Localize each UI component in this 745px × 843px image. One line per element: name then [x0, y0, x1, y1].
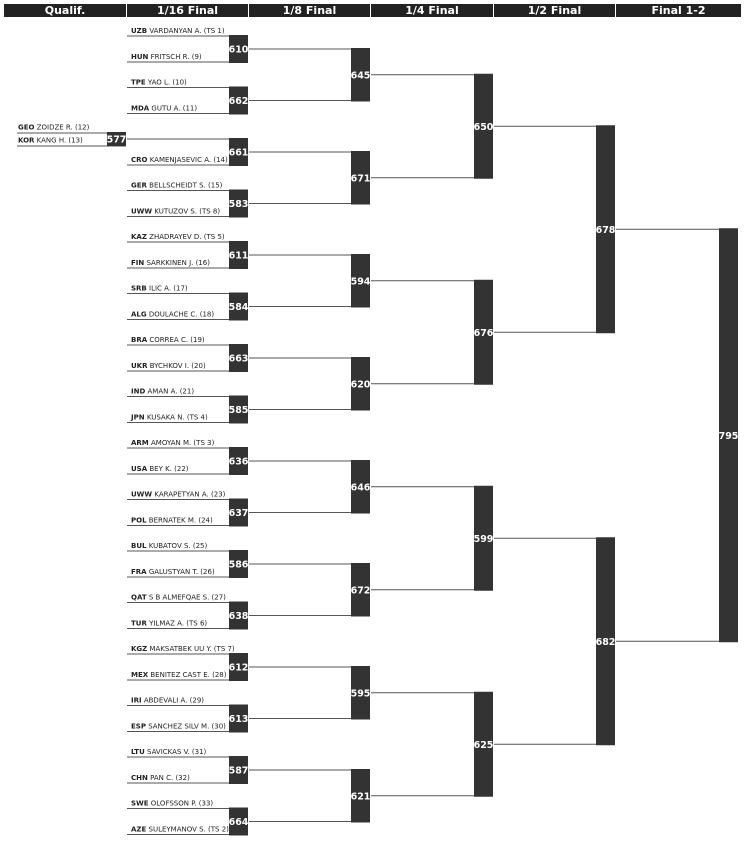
athlete-name: BERNATEK M. (24) [146, 516, 213, 525]
athlete-name: KUBATOV S. (25) [146, 542, 208, 550]
athlete-entry [131, 336, 205, 344]
match-1-8-5-number: 646 [350, 482, 371, 494]
athlete-entry [131, 285, 188, 293]
athlete-country-code: UKR [131, 362, 148, 370]
match-1-16-14-number: 613 [228, 714, 249, 725]
athlete-name: AMAN A. (21) [145, 387, 195, 396]
qualif-athlete [18, 137, 83, 145]
athlete-name: VARDANYAN A. (TS 1) [147, 27, 225, 35]
round-header-final: Final 1-2 [616, 4, 741, 17]
athlete-country-code: JPN [131, 413, 145, 422]
athlete-entry [131, 697, 204, 705]
match-1-4-3-number: 599 [473, 533, 494, 545]
athlete-entry [131, 568, 215, 576]
athlete-entry [131, 620, 207, 628]
athlete-country-code: IND [131, 387, 146, 396]
athlete-name: KARAPETYAN A. (23) [152, 490, 226, 499]
athlete-name: SAVICKAS V. (31) [144, 748, 207, 756]
athlete-country-code: ALG [131, 310, 147, 319]
athlete-country-code: LTU [131, 748, 145, 756]
match-1-8-8-number: 621 [350, 791, 371, 803]
match-1-16-1-number: 610 [228, 44, 249, 56]
athlete-name: ILIC A. (17) [146, 284, 188, 293]
match-1-2-2-number: 682 [595, 636, 616, 648]
athlete-country-code: KOR [18, 136, 35, 145]
athlete-country-code: CHN [131, 774, 148, 782]
athlete-entry [131, 311, 214, 319]
match-qualif-number: 577 [106, 134, 127, 146]
athlete-country-code: CRO [131, 156, 148, 164]
round-header-1-2: 1/2 Final [494, 4, 615, 17]
athlete-country-code: TPE [131, 78, 146, 87]
athlete-country-code: KGZ [131, 645, 148, 653]
match-1-16-10-number: 637 [228, 508, 249, 519]
athlete-name: AMOYAN M. (TS 3) [148, 439, 215, 447]
athlete-country-code: USA [131, 465, 148, 473]
athlete-country-code: GER [131, 181, 147, 190]
athlete-entry [131, 774, 190, 782]
round-header-1-4: 1/4 Final [371, 4, 493, 17]
match-1-16-8-number: 585 [228, 405, 249, 416]
match-1-16-12-number: 638 [228, 611, 249, 622]
athlete-country-code: FRA [131, 568, 147, 576]
match-1-4-4-number: 625 [473, 739, 494, 751]
athlete-entry [131, 723, 226, 731]
athlete-country-code: KAZ [131, 233, 147, 241]
athlete-country-code: UWW [131, 490, 153, 499]
match-1-16-4-number: 583 [228, 199, 249, 210]
match-final-1-number: 795 [718, 430, 739, 442]
match-1-16-7-number: 663 [228, 353, 249, 365]
match-1-16-13-number: 612 [228, 662, 249, 674]
athlete-entry [131, 79, 187, 87]
athlete-country-code: MDA [131, 104, 150, 113]
match-1-8-2-number: 671 [350, 173, 371, 185]
athlete-country-code: SRB [131, 284, 147, 293]
athlete-entry [131, 53, 202, 61]
athlete-entry [130, 414, 208, 422]
athlete-country-code: IRI [131, 696, 142, 705]
match-1-16-9-number: 636 [228, 456, 249, 468]
athlete-name: ZOIDZE R. (12) [34, 123, 90, 132]
athlete-entry [131, 645, 235, 653]
athlete-entry [131, 105, 197, 113]
athlete-entry [131, 362, 206, 370]
athlete-name: KANG H. (13) [34, 136, 83, 145]
match-1-8-3-number: 594 [350, 276, 371, 288]
athlete-name: DOULACHE C. (18) [146, 310, 215, 319]
athlete-name: MAKSATBEK UU Y. (TS 7) [147, 645, 235, 653]
athlete-name: OLOFSSON P. (33) [148, 799, 214, 808]
athlete-entry [131, 208, 220, 216]
athlete-name: FRITSCH R. (9) [148, 53, 202, 61]
athlete-name: SANCHEZ SILV M. (30) [145, 722, 226, 731]
athlete-country-code: AZE [131, 825, 147, 834]
athlete-country-code: BRA [131, 336, 148, 344]
match-1-16-6-number: 584 [228, 302, 249, 313]
match-1-16-11-number: 586 [228, 559, 249, 571]
athlete-name: KUSAKA N. (TS 4) [144, 413, 208, 422]
athlete-name: BELLSCHEIDT S. (15) [146, 181, 223, 190]
athlete-country-code: UZB [131, 27, 148, 35]
athlete-entry [131, 259, 210, 267]
athlete-entry [131, 491, 226, 499]
athlete-entry [131, 465, 189, 473]
match-1-16-15-number: 587 [228, 765, 249, 777]
athlete-country-code: TUR [131, 619, 147, 628]
match-1-16-5-number: 611 [228, 250, 249, 262]
round-header-qualif: Qualif. [4, 4, 126, 17]
athlete-entry [131, 826, 229, 834]
athlete-name: GUTU A. (11) [149, 104, 198, 113]
match-1-4-2-number: 676 [473, 327, 494, 339]
athlete-name: YAO L. (10) [145, 78, 187, 87]
athlete-country-code: FIN [131, 259, 145, 267]
match-1-8-1-number: 645 [350, 70, 371, 82]
athlete-name: KUTUZOV S. (TS 8) [152, 207, 221, 216]
athlete-country-code: GEO [18, 123, 35, 132]
athlete-country-code: ARM [131, 439, 149, 447]
athlete-country-code: SWE [131, 799, 149, 808]
round-header-1-16: 1/16 Final [127, 4, 248, 17]
athlete-country-code: ESP [131, 722, 146, 731]
athlete-name: ZHADRAYEV D. (TS 5) [146, 233, 225, 241]
athlete-entry [131, 156, 228, 164]
match-1-16-16-number: 664 [228, 817, 249, 828]
athlete-name: KAMENJASEVIC A. (14) [147, 156, 228, 164]
round-header-1-8: 1/8 Final [249, 4, 370, 17]
athlete-entry [131, 542, 207, 550]
match-1-16-2-number: 662 [228, 96, 249, 107]
athlete-entry [131, 800, 213, 808]
athlete-name: GALUSTYAN T. (26) [146, 568, 215, 576]
athlete-entry [131, 233, 225, 241]
athlete-name: SULEYMANOV S. (TS 2) [146, 825, 229, 834]
athlete-name: BENITEZ CAST E. (28) [148, 671, 227, 679]
athlete-name: CORREA C. (19) [147, 336, 205, 344]
athlete-entry [131, 671, 227, 679]
athlete-name: BEY K. (22) [147, 465, 189, 473]
athlete-name: S B ALMEFQAE S. (27) [146, 593, 226, 602]
athlete-name: ABDEVALI A. (29) [141, 696, 205, 705]
athlete-country-code: QAT [131, 593, 147, 602]
match-1-4-1-number: 650 [473, 121, 494, 133]
athlete-name: PAN C. (32) [147, 774, 190, 782]
athlete-entry [131, 388, 194, 396]
athlete-name: SARKKINEN J. (16) [144, 259, 210, 267]
athlete-entry [131, 748, 207, 756]
athlete-country-code: BUL [131, 542, 147, 550]
athlete-country-code: HUN [131, 53, 149, 61]
match-1-8-4-number: 620 [350, 379, 371, 391]
athlete-name: YILMAZ A. (TS 6) [146, 619, 208, 628]
match-1-2-1-number: 678 [595, 224, 616, 236]
athlete-country-code: UWW [131, 207, 153, 216]
athlete-entry [131, 439, 215, 447]
match-1-8-7-number: 595 [350, 688, 371, 700]
athlete-name: BYCHKOV I. (20) [147, 362, 206, 370]
athlete-country-code: POL [131, 516, 147, 525]
qualif-athlete [18, 124, 90, 132]
athlete-entry [131, 517, 213, 525]
athlete-entry [131, 27, 225, 35]
athlete-country-code: MEX [131, 671, 149, 679]
athlete-entry [131, 182, 223, 190]
athlete-entry [131, 594, 226, 602]
match-1-16-3-number: 661 [228, 147, 249, 159]
match-1-8-6-number: 672 [350, 585, 371, 597]
